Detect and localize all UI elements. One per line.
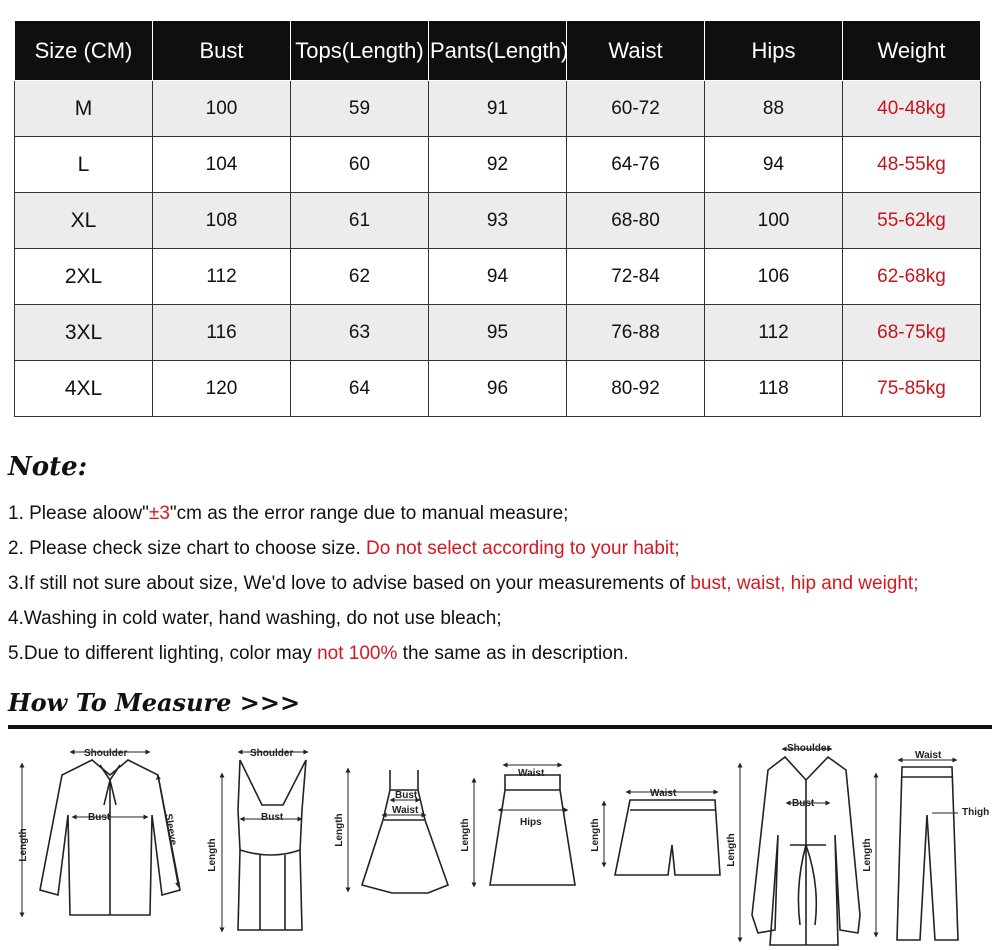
- skirt-length-label: Length: [460, 818, 471, 852]
- table-cell: 100: [153, 81, 291, 137]
- size-table-body: [15, 81, 981, 417]
- column-header: Hips: [705, 21, 843, 81]
- weight-cell: 48-55kg: [843, 137, 981, 193]
- size-cell: M: [15, 81, 153, 137]
- skirt-hips-label: Hips: [520, 817, 542, 828]
- table-cell: 92: [429, 137, 567, 193]
- table-cell: 104: [153, 137, 291, 193]
- table-cell: 61: [291, 193, 429, 249]
- note-item: [8, 500, 998, 535]
- table-cell: 64-76: [567, 137, 705, 193]
- skirt-waist-label: Waist: [518, 768, 545, 779]
- dress-bust-label: Bust: [395, 790, 418, 801]
- table-row: [15, 81, 981, 137]
- table-cell: 93: [429, 193, 567, 249]
- coat-length-label: Length: [726, 833, 737, 867]
- section-divider: [8, 725, 992, 729]
- shorts-length-label: Length: [590, 818, 601, 852]
- table-cell: 106: [705, 249, 843, 305]
- table-cell: 72-84: [567, 249, 705, 305]
- table-cell: 120: [153, 361, 291, 417]
- coat-bust-label: Bust: [792, 798, 815, 809]
- blouse-shoulder-label: Shoulder: [84, 748, 128, 759]
- dress-waist-label: Waist: [392, 805, 419, 816]
- table-cell: 63: [291, 305, 429, 361]
- trousers-thigh-label: Thigh: [962, 807, 990, 818]
- coat-shoulder-label: Shoulder: [787, 743, 831, 754]
- table-cell: 68-80: [567, 193, 705, 249]
- size-cell: L: [15, 137, 153, 193]
- vest-shoulder-label: Shoulder: [250, 748, 294, 759]
- weight-cell: 68-75kg: [843, 305, 981, 361]
- table-row: [15, 249, 981, 305]
- size-cell: XL: [15, 193, 153, 249]
- dress-length-label: Length: [334, 813, 345, 847]
- column-header: Weight: [843, 21, 981, 81]
- note-highlight: Do not select according to your habit;: [366, 538, 680, 559]
- dress-illustration: [348, 770, 448, 893]
- size-table-header: [15, 21, 981, 81]
- blouse-sleeve-label: Sleeve: [162, 813, 179, 847]
- trousers-waist-label: Waist: [915, 750, 942, 761]
- shorts-waist-label: Waist: [650, 788, 677, 799]
- size-chart-table: [14, 20, 981, 417]
- note-highlight: bust, waist, hip and weight;: [690, 573, 919, 594]
- table-cell: 60-72: [567, 81, 705, 137]
- size-cell: 2XL: [15, 249, 153, 305]
- column-header: Bust: [153, 21, 291, 81]
- blouse-bust-label: Bust: [88, 812, 111, 823]
- table-cell: 108: [153, 193, 291, 249]
- table-cell: 59: [291, 81, 429, 137]
- note-item: [8, 605, 998, 640]
- table-row: [15, 361, 981, 417]
- table-cell: 91: [429, 81, 567, 137]
- table-cell: 94: [705, 137, 843, 193]
- shorts-illustration: [604, 792, 720, 875]
- vest-bust-label: Bust: [261, 812, 284, 823]
- column-header: Waist: [567, 21, 705, 81]
- size-cell: 4XL: [15, 361, 153, 417]
- note-text: 5.Due to different lighting, color may: [8, 643, 318, 664]
- table-cell: 118: [705, 361, 843, 417]
- table-row: [15, 305, 981, 361]
- table-cell: 76-88: [567, 305, 705, 361]
- note-item: [8, 640, 998, 675]
- table-cell: 62: [291, 249, 429, 305]
- note-text: 4.Washing in cold water, hand washing, do not use bleach;: [8, 608, 502, 629]
- table-cell: 116: [153, 305, 291, 361]
- table-cell: 88: [705, 81, 843, 137]
- note-item: [8, 535, 998, 570]
- size-cell: 3XL: [15, 305, 153, 361]
- note-list: [8, 500, 998, 675]
- table-cell: 64: [291, 361, 429, 417]
- vest-length-label: Length: [207, 838, 218, 872]
- weight-cell: 75-85kg: [843, 361, 981, 417]
- weight-cell: 40-48kg: [843, 81, 981, 137]
- weight-cell: 62-68kg: [843, 249, 981, 305]
- how-to-measure-illustrations: [0, 735, 1000, 950]
- table-cell: 95: [429, 305, 567, 361]
- note-text: the same as in description.: [397, 643, 629, 664]
- table-cell: 100: [705, 193, 843, 249]
- table-row: [15, 193, 981, 249]
- note-text: 3.If still not sure about size, We'd love to advise based on your measurements of: [8, 573, 691, 594]
- trousers-length-label: Length: [862, 838, 873, 872]
- trousers-illustration: [876, 760, 958, 940]
- note-highlight: ±3: [148, 503, 170, 524]
- note-title: Note:: [8, 452, 88, 482]
- note-item: [8, 570, 998, 605]
- table-cell: 112: [153, 249, 291, 305]
- note-text: 1. Please aloow": [8, 503, 149, 524]
- table-cell: 112: [705, 305, 843, 361]
- table-cell: 94: [429, 249, 567, 305]
- how-to-measure-title: How To Measure >>>: [8, 688, 301, 717]
- table-row: [15, 137, 981, 193]
- coat-illustration: [740, 749, 860, 945]
- column-header: Tops(Length): [291, 21, 429, 81]
- note-highlight: not 100%: [317, 643, 398, 664]
- column-header: Pants(Length): [429, 21, 567, 81]
- column-header: Size (CM): [15, 21, 153, 81]
- table-cell: 96: [429, 361, 567, 417]
- vest-illustration: [222, 752, 306, 930]
- note-text: "cm as the error range due to manual measure;: [169, 503, 569, 524]
- blouse-illustration: [22, 752, 180, 915]
- blouse-length-label: Length: [18, 828, 29, 862]
- weight-cell: 55-62kg: [843, 193, 981, 249]
- table-cell: 60: [291, 137, 429, 193]
- note-text: 2. Please check size chart to choose size.: [8, 538, 367, 559]
- table-cell: 80-92: [567, 361, 705, 417]
